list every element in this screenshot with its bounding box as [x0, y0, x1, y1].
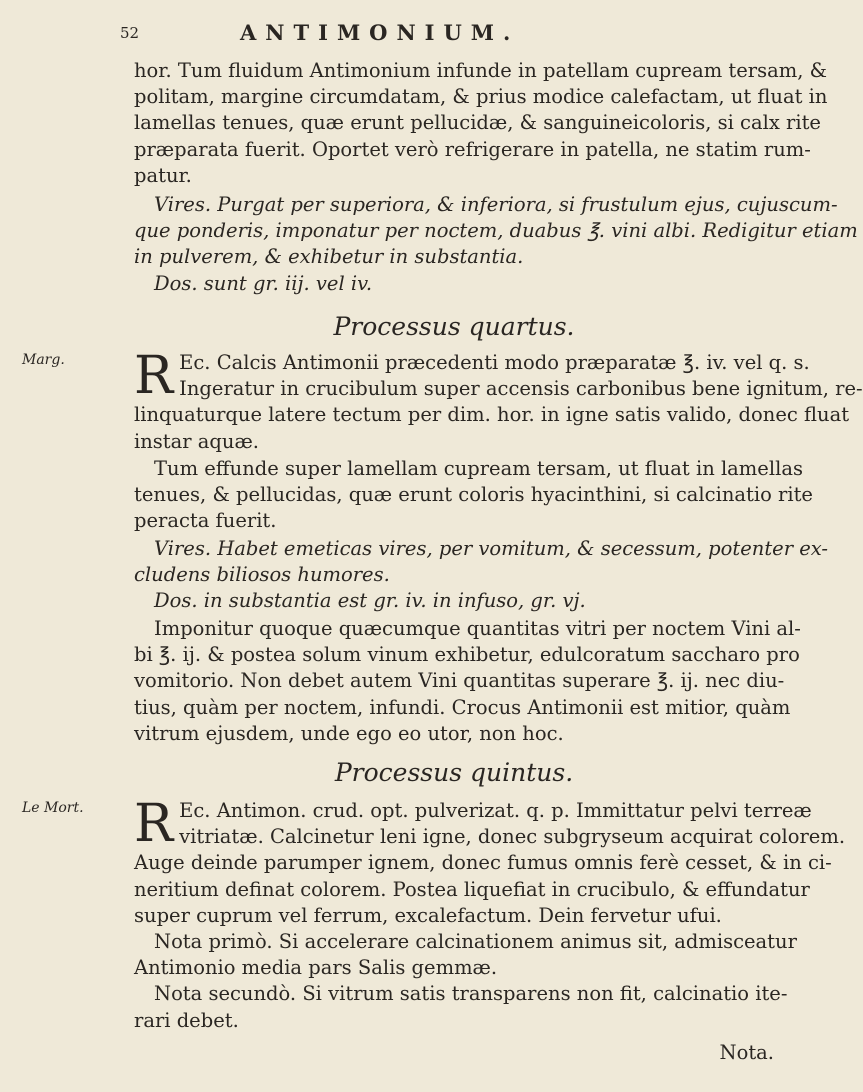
paragraph-processus-5	[134, 794, 846, 1034]
text-line: Nota secundò. Si vitrum satis transparens non fit, calcinatio ite-	[154, 982, 788, 1006]
text-line: præparata fuerit. Oportet verò refrigerare in patella, ne statim rum-	[134, 137, 811, 161]
text-line: instar aquæ.	[134, 429, 259, 453]
text-line: Vires. Purgat per superiora, & inferiora, si frustulum ejus, cujuscum-	[154, 193, 838, 216]
text-line: vitriatæ. Calcinetur leni igne, donec subgryseum acquirat colorem.	[179, 825, 846, 849]
heading-processus-quintus: Processus quintus.	[334, 758, 574, 787]
text-line: cludens biliosos humores.	[134, 563, 390, 587]
page-header	[120, 20, 780, 50]
text-line: politam, margine circumdatam, & prius modice calefactam, ut fluat in	[134, 85, 828, 109]
text-line: Nota primò. Si accelerare calcinationem animus sit, admisceatur	[154, 930, 797, 954]
text-line: super cuprum vel ferrum, excalefactum. Dein fervetur ufui.	[134, 903, 722, 927]
text-line: Antimonio media pars Salis gemmæ.	[134, 956, 498, 980]
text-line: tenues, & pellucidas, quæ erunt coloris hyacinthini, si calcinatio rite	[134, 483, 813, 507]
text-line: Auge deinde parumper ignem, donec fumus omnis ferè cesset, & in ci-	[134, 851, 832, 875]
catchword-text: Nota.	[719, 1041, 774, 1064]
text-line: bi ℥. ij. & postea solum vinum exhibetur, edulcoratum saccharo pro	[134, 643, 800, 667]
vires-section-2	[134, 536, 829, 615]
catchword	[134, 1040, 774, 1066]
dose-line: Dos. sunt gr. iij. vel iv.	[154, 271, 373, 295]
paragraph-processus-4c	[134, 616, 801, 747]
vires-section-1	[134, 192, 858, 297]
paragraph-processus-4b	[134, 456, 813, 535]
text-line: neritium definat colorem. Postea liquefiat in crucibulo, & effundatur	[134, 877, 810, 901]
page-number: 52	[120, 24, 140, 42]
dose-line: Dos. in substantia est gr. iv. in infuso, gr. vj.	[154, 589, 586, 613]
text-line: patur.	[134, 163, 192, 187]
text-line: rari debet.	[134, 1008, 239, 1032]
drop-cap: R	[134, 794, 174, 854]
heading-processus-quartus: Processus quartus.	[333, 312, 575, 341]
margin-note-le-mort: Le Mort.	[22, 800, 84, 816]
text-line: Ec. Antimon. crud. opt. pulverizat. q. p. Immittatur pelvi terreæ	[179, 799, 812, 822]
drop-cap: R	[134, 346, 174, 406]
text-line: vomitorio. Non debet autem Vini quantitas superare ℥. ij. nec diu-	[134, 669, 785, 693]
text-line: Ingeratur in crucibulum super accensis carbonibus bene ignitum, re-	[179, 377, 863, 401]
text-line: Imponitur quoque quæcumque quantitas vitri per noctem Vini al-	[154, 617, 801, 640]
text-line: Tum effunde super lamellam cupream tersam, ut fluat in lamellas	[154, 457, 803, 480]
text-line: tius, quàm per noctem, infundi. Crocus Antimonii est mitior, quàm	[134, 695, 791, 719]
text-line: Ec. Calcis Antimonii præcedenti modo præparatæ ℥. iv. vel q. s.	[179, 351, 810, 374]
text-line: que ponderis, imponatur per noctem, duabus ℥. vini albi. Redigitur etiam	[134, 219, 858, 243]
text-line: hor. Tum fluidum Antimonium infunde in patellam cupream tersam, &	[134, 59, 827, 82]
text-line: linquaturque latere tectum per dim. hor. in igne satis valido, donec fluat	[134, 403, 850, 427]
text-line: lamellas tenues, quæ erunt pellucidæ, & sanguineicoloris, si calx rite	[134, 111, 821, 135]
text-line: in pulverem, & exhibetur in substantia.	[134, 245, 524, 269]
text-line: Vires. Habet emeticas vires, per vomitum, & secessum, potenter ex-	[154, 537, 829, 560]
margin-note-marg: Marg.	[22, 352, 65, 368]
running-title: ANTIMONIUM.	[240, 20, 520, 45]
paragraph-intro	[134, 58, 828, 189]
text-line: vitrum ejusdem, unde ego eo utor, non hoc.	[134, 721, 564, 745]
text-line: peracta fuerit.	[134, 509, 277, 533]
paragraph-processus-4	[134, 346, 863, 455]
